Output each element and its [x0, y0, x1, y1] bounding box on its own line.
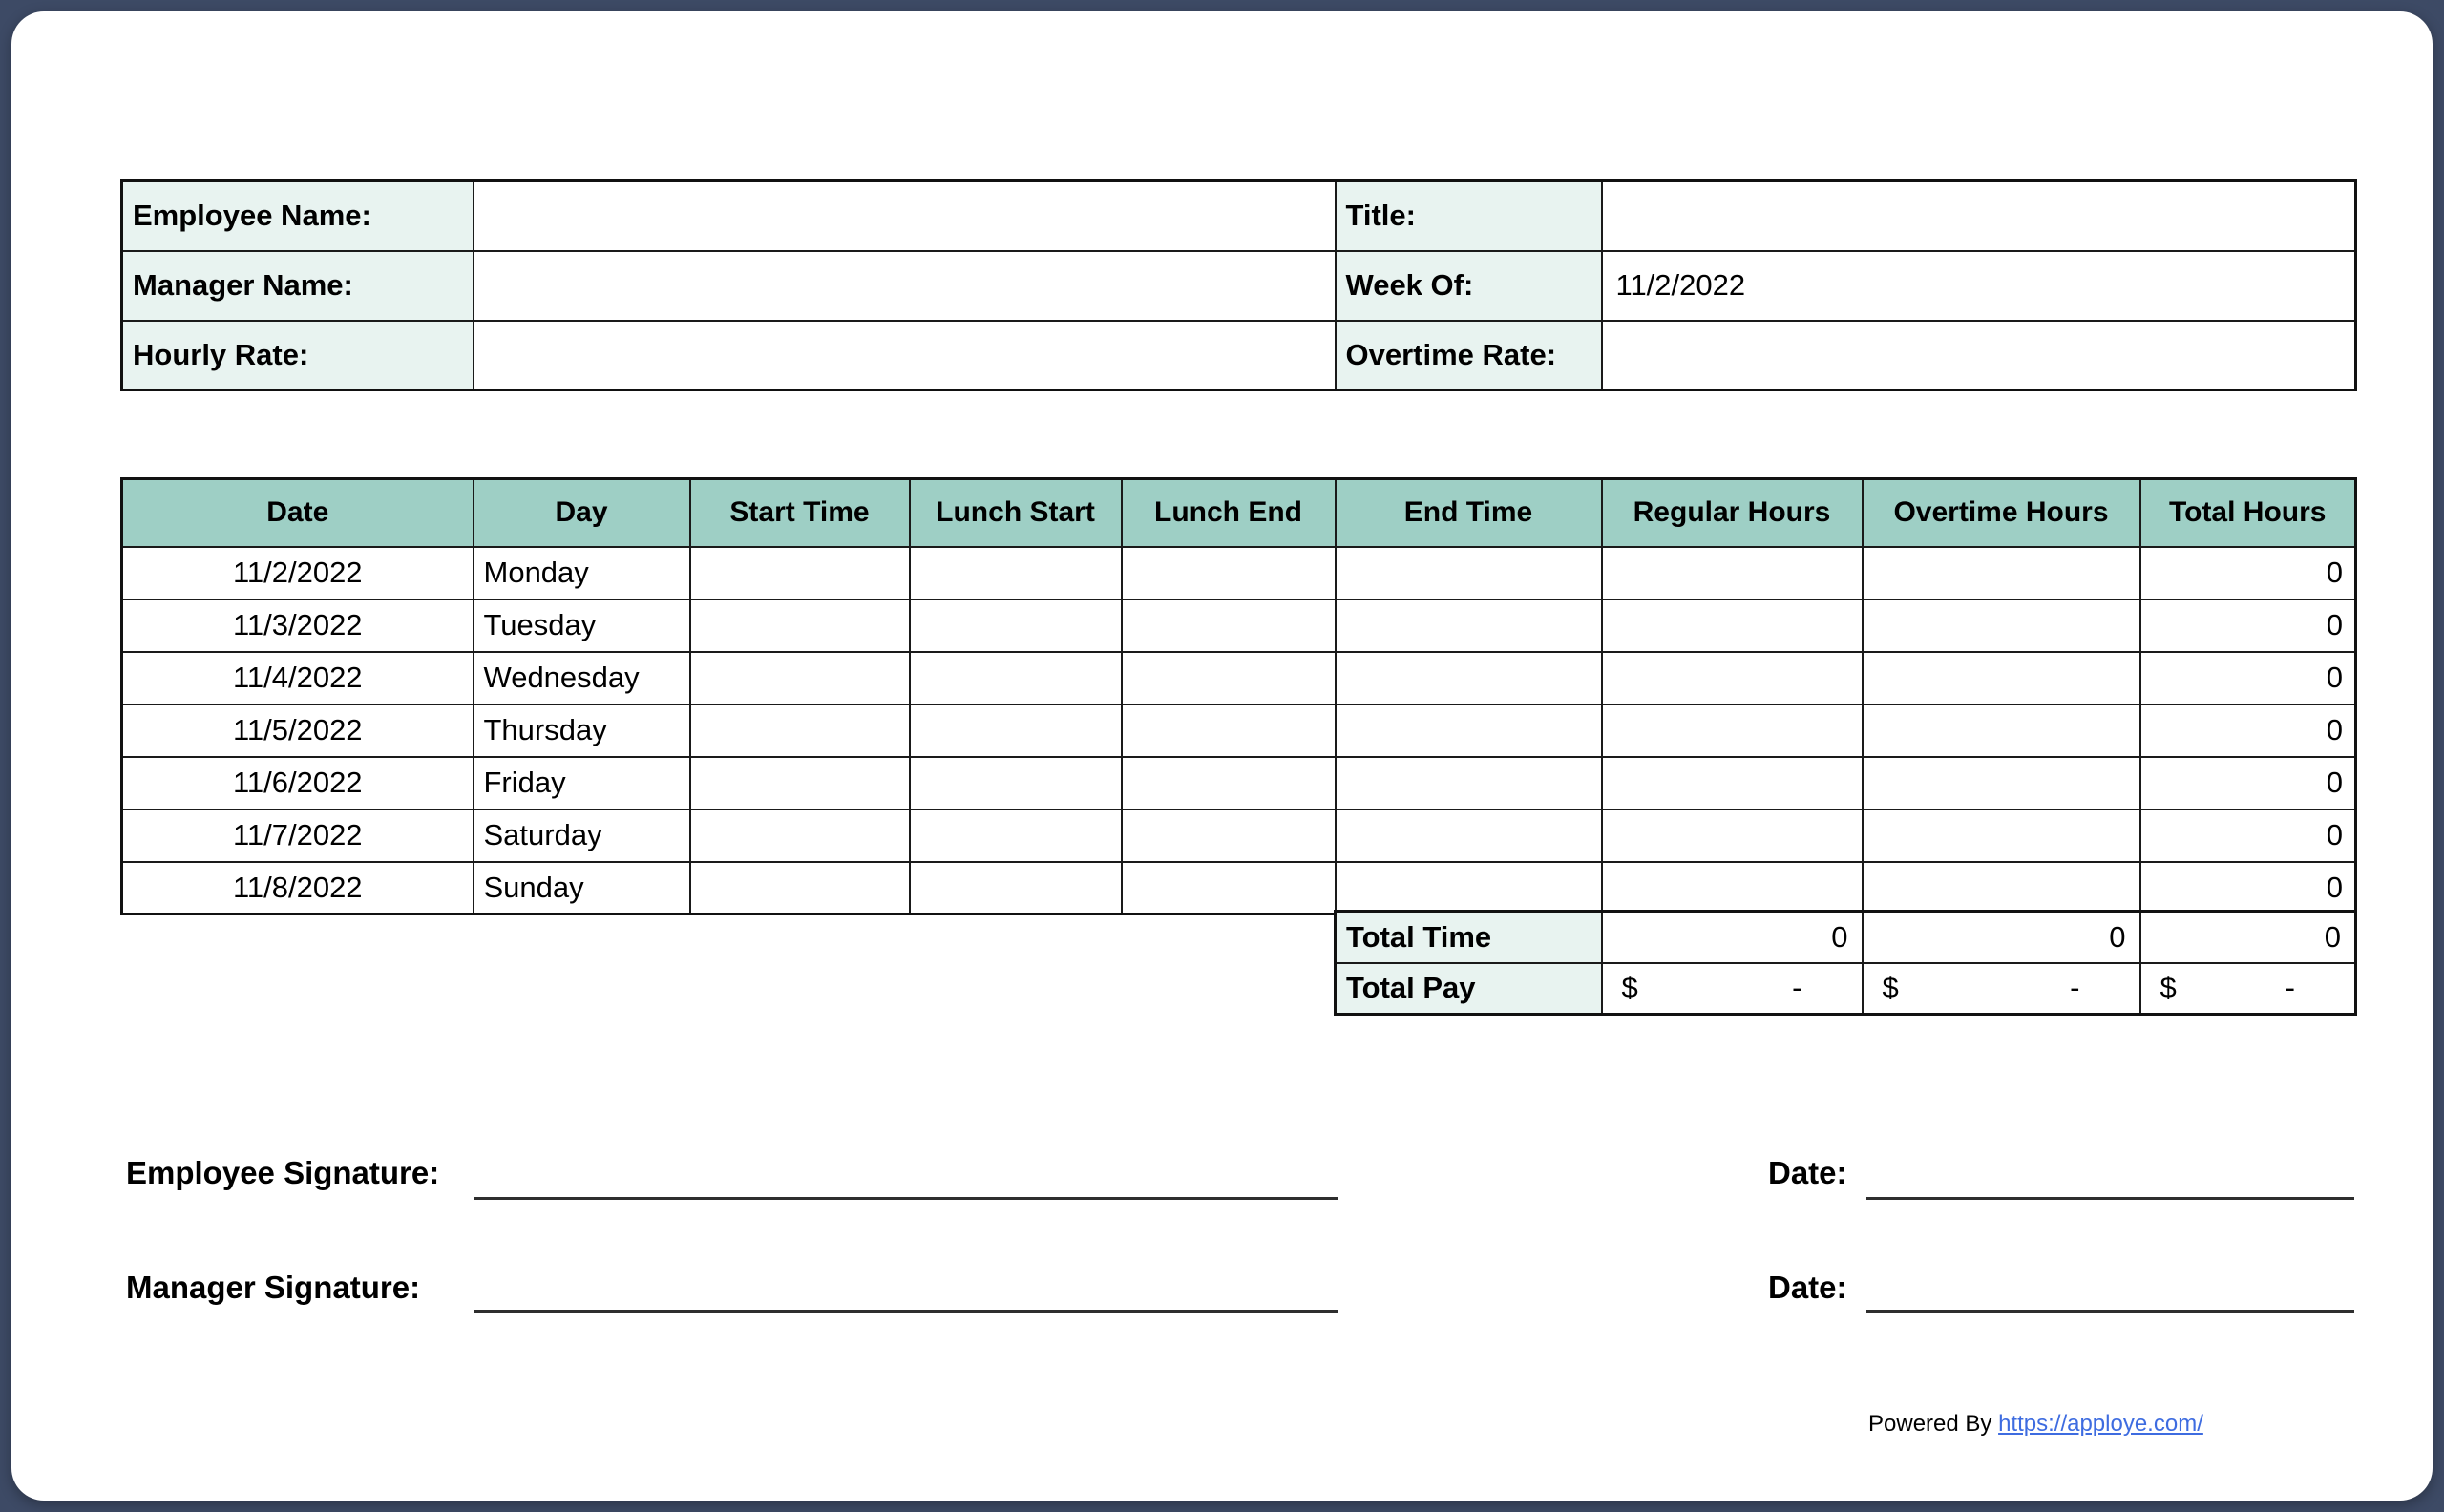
week-of-field[interactable]: 11/2/2022: [1602, 251, 2356, 321]
total-time-label: Total Time: [1336, 912, 1602, 963]
cell-total-hours: 0: [2140, 704, 2356, 757]
cell-regular-hours[interactable]: [1602, 599, 1863, 652]
cell-end-time[interactable]: [1336, 547, 1602, 599]
cell-regular-hours[interactable]: [1602, 652, 1863, 704]
cell-total-hours: 0: [2140, 809, 2356, 862]
title-field[interactable]: [1602, 181, 2356, 251]
cell-overtime-hours[interactable]: [1863, 862, 2140, 914]
col-header-end-time: End Time: [1336, 479, 1602, 547]
cell-end-time[interactable]: [1336, 599, 1602, 652]
info-row: [122, 181, 2356, 251]
table-row: [122, 599, 2356, 652]
manager-signature-line: [474, 1310, 1338, 1312]
col-header-date: Date: [122, 479, 474, 547]
cell-day: Sunday: [474, 862, 690, 914]
cell-lunch-start[interactable]: [910, 599, 1122, 652]
pay-dash: -: [1792, 971, 1802, 1005]
timesheet-header-row: [122, 479, 2356, 547]
col-header-lunch-start: Lunch Start: [910, 479, 1122, 547]
cell-end-time[interactable]: [1336, 704, 1602, 757]
cell-lunch-end[interactable]: [1122, 599, 1336, 652]
pay-dash: -: [2285, 971, 2295, 1005]
currency-symbol: $: [1882, 971, 1899, 1005]
table-row: [122, 862, 2356, 914]
cell-total-hours: 0: [2140, 757, 2356, 809]
cell-lunch-start[interactable]: [910, 862, 1122, 914]
col-header-total-hours: Total Hours: [2140, 479, 2356, 547]
col-header-regular-hours: Regular Hours: [1602, 479, 1863, 547]
employee-date-label: Date:: [1768, 1155, 1847, 1190]
cell-date: 11/8/2022: [122, 862, 474, 914]
manager-name-field[interactable]: [474, 251, 1336, 321]
total-pay-total: [2140, 963, 2356, 1015]
cell-lunch-start[interactable]: [910, 809, 1122, 862]
table-row: [122, 652, 2356, 704]
cell-overtime-hours[interactable]: [1863, 599, 2140, 652]
cell-lunch-start[interactable]: [910, 704, 1122, 757]
table-row: [122, 757, 2356, 809]
cell-lunch-end[interactable]: [1122, 809, 1336, 862]
cell-total-hours: 0: [2140, 599, 2356, 652]
total-pay-overtime: [1863, 963, 2140, 1015]
overtime-rate-label: Overtime Rate:: [1336, 321, 1602, 390]
table-row: [122, 809, 2356, 862]
cell-lunch-end[interactable]: [1122, 652, 1336, 704]
cell-lunch-end[interactable]: [1122, 862, 1336, 914]
total-time-row: [1336, 912, 2356, 963]
pay-dash: -: [2070, 971, 2080, 1005]
totals-table: [1334, 910, 2357, 1016]
timesheet-card: [11, 11, 2433, 1501]
overtime-rate-field[interactable]: [1602, 321, 2356, 390]
powered-by-text: Powered By: [1868, 1411, 1992, 1437]
cell-lunch-end[interactable]: [1122, 757, 1336, 809]
table-row: [122, 547, 2356, 599]
cell-lunch-start[interactable]: [910, 652, 1122, 704]
total-pay-row: [1336, 963, 2356, 1015]
employee-name-field[interactable]: [474, 181, 1336, 251]
title-label: Title:: [1336, 181, 1602, 251]
cell-day: Thursday: [474, 704, 690, 757]
cell-end-time[interactable]: [1336, 862, 1602, 914]
cell-day: Wednesday: [474, 652, 690, 704]
manager-name-label: Manager Name:: [122, 251, 474, 321]
col-header-start-time: Start Time: [690, 479, 910, 547]
cell-lunch-end[interactable]: [1122, 704, 1336, 757]
col-header-day: Day: [474, 479, 690, 547]
total-time-total: 0: [2140, 912, 2356, 963]
apploye-link[interactable]: https://apploye.com/: [1998, 1411, 2203, 1437]
employee-signature-line: [474, 1197, 1338, 1200]
currency-symbol: $: [2160, 971, 2177, 1005]
employee-date-line: [1866, 1197, 2354, 1200]
col-header-lunch-end: Lunch End: [1122, 479, 1336, 547]
cell-date: 11/6/2022: [122, 757, 474, 809]
cell-day: Friday: [474, 757, 690, 809]
cell-date: 11/3/2022: [122, 599, 474, 652]
cell-total-hours: 0: [2140, 547, 2356, 599]
col-header-overtime-hours: Overtime Hours: [1863, 479, 2140, 547]
cell-date: 11/4/2022: [122, 652, 474, 704]
hourly-rate-field[interactable]: [474, 321, 1336, 390]
cell-start-time[interactable]: [690, 652, 910, 704]
total-time-overtime: 0: [1863, 912, 2140, 963]
cell-start-time[interactable]: [690, 547, 910, 599]
cell-total-hours: 0: [2140, 862, 2356, 914]
cell-start-time[interactable]: [690, 704, 910, 757]
total-pay-regular: [1602, 963, 1863, 1015]
cell-overtime-hours[interactable]: [1863, 652, 2140, 704]
info-row: [122, 251, 2356, 321]
cell-lunch-end[interactable]: [1122, 547, 1336, 599]
cell-date: 11/7/2022: [122, 809, 474, 862]
cell-regular-hours[interactable]: [1602, 862, 1863, 914]
total-time-regular: 0: [1602, 912, 1863, 963]
cell-overtime-hours[interactable]: [1863, 757, 2140, 809]
cell-day: Monday: [474, 547, 690, 599]
hourly-rate-label: Hourly Rate:: [122, 321, 474, 390]
info-row: [122, 321, 2356, 390]
cell-overtime-hours[interactable]: [1863, 704, 2140, 757]
table-row: [122, 704, 2356, 757]
cell-regular-hours[interactable]: [1602, 547, 1863, 599]
cell-end-time[interactable]: [1336, 809, 1602, 862]
cell-start-time[interactable]: [690, 599, 910, 652]
cell-lunch-start[interactable]: [910, 757, 1122, 809]
cell-start-time[interactable]: [690, 862, 910, 914]
cell-start-time[interactable]: [690, 757, 910, 809]
cell-day: Saturday: [474, 809, 690, 862]
currency-symbol: $: [1621, 971, 1638, 1005]
footer: [1868, 1411, 2203, 1438]
manager-signature-label: Manager Signature:: [126, 1270, 421, 1305]
cell-lunch-start[interactable]: [910, 547, 1122, 599]
employee-signature-label: Employee Signature:: [126, 1155, 440, 1190]
cell-end-time[interactable]: [1336, 757, 1602, 809]
employee-name-label: Employee Name:: [122, 181, 474, 251]
week-of-label: Week Of:: [1336, 251, 1602, 321]
manager-date-line: [1866, 1310, 2354, 1312]
cell-regular-hours[interactable]: [1602, 757, 1863, 809]
cell-total-hours: 0: [2140, 652, 2356, 704]
cell-overtime-hours[interactable]: [1863, 547, 2140, 599]
cell-date: 11/2/2022: [122, 547, 474, 599]
total-pay-label: Total Pay: [1336, 963, 1602, 1015]
cell-regular-hours[interactable]: [1602, 704, 1863, 757]
cell-regular-hours[interactable]: [1602, 809, 1863, 862]
cell-day: Tuesday: [474, 599, 690, 652]
cell-overtime-hours[interactable]: [1863, 809, 2140, 862]
timesheet-table: [120, 477, 2357, 915]
employee-info-table: [120, 179, 2357, 391]
cell-end-time[interactable]: [1336, 652, 1602, 704]
manager-date-label: Date:: [1768, 1270, 1847, 1305]
cell-start-time[interactable]: [690, 809, 910, 862]
cell-date: 11/5/2022: [122, 704, 474, 757]
